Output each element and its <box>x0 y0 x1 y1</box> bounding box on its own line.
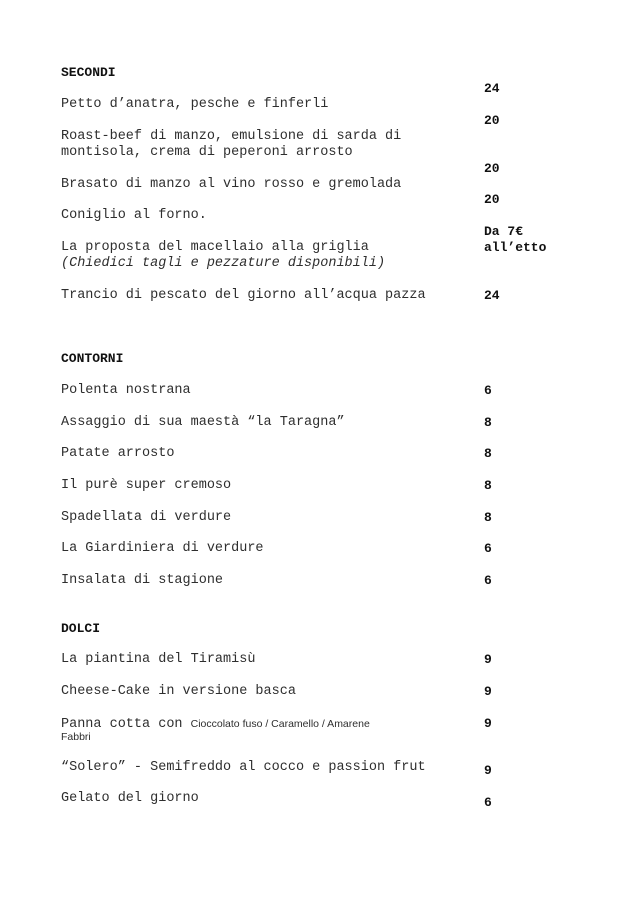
price: 8 <box>484 446 492 461</box>
price: 6 <box>484 383 492 398</box>
dish-name: Coniglio al forno. <box>61 208 207 223</box>
dish-name: Trancio di pescato del giorno all’acqua pazza <box>61 288 426 303</box>
price: 9 <box>484 684 492 699</box>
price: 8 <box>484 510 492 525</box>
dish-name: Cheese-Cake in versione basca <box>61 684 296 699</box>
price: 20 <box>484 192 500 207</box>
price-unit: all’etto <box>484 240 547 255</box>
dish-name: Il purè super cremoso <box>61 478 232 493</box>
price: 6 <box>484 573 492 588</box>
price: 20 <box>484 161 500 176</box>
section-heading-dolci: DOLCI <box>61 621 101 636</box>
dish-name <box>61 716 370 733</box>
price: 6 <box>484 541 492 556</box>
dish-options-continued: Fabbri <box>61 731 91 743</box>
price: 24 <box>484 81 500 96</box>
price: 8 <box>484 415 492 430</box>
price: 24 <box>484 288 500 303</box>
dish-name: Spadellata di verdure <box>61 510 232 525</box>
price: 20 <box>484 113 500 128</box>
dish-name: Brasato di manzo al vino rosso e gremolada <box>61 177 402 192</box>
dish-name: Polenta nostrana <box>61 383 191 398</box>
dish-name: Patate arrosto <box>61 446 175 461</box>
dish-options: Cioccolato fuso / Caramello / Amarene <box>190 718 370 730</box>
dish-name-main: Panna cotta con <box>61 717 191 732</box>
section-heading-contorni: CONTORNI <box>61 351 124 366</box>
dish-name: La Giardiniera di verdure <box>61 541 264 556</box>
dish-name: Assaggio di sua maestà “la Taragna” <box>61 415 345 430</box>
price: Da 7€ <box>484 224 524 239</box>
dish-name: Petto d’anatra, pesche e finferli <box>61 97 329 112</box>
dish-name-continued: montisola, crema di peperoni arrosto <box>61 145 353 160</box>
dish-name: “Solero” - Semifreddo al cocco e passion frut <box>61 760 426 775</box>
price: 9 <box>484 716 492 731</box>
dish-name: Insalata di stagione <box>61 573 224 588</box>
dish-name: Roast-beef di manzo, emulsione di sarda di <box>61 129 402 144</box>
dish-name: La proposta del macellaio alla griglia <box>61 240 369 255</box>
dish-name: La piantina del Tiramisù <box>61 652 256 667</box>
price: 9 <box>484 652 492 667</box>
price: 6 <box>484 795 492 810</box>
price: 8 <box>484 478 492 493</box>
dish-name: Gelato del giorno <box>61 791 199 806</box>
dish-note: (Chiedici tagli e pezzature disponibili) <box>61 256 386 271</box>
price: 9 <box>484 763 492 778</box>
section-heading-secondi: SECONDI <box>61 65 116 80</box>
